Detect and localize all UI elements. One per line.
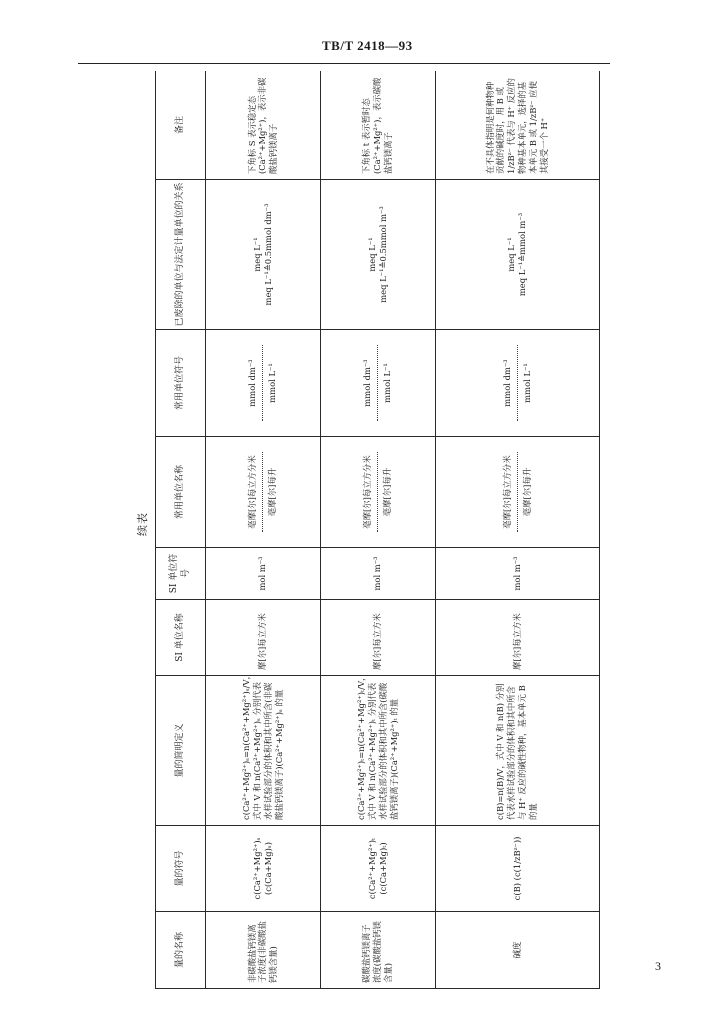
header-abolished-units: 已废除的单位与法定计量单位的关系: [156, 180, 206, 330]
table-caption: 续表: [136, 512, 149, 536]
header-definition: 量的简明定义: [156, 676, 206, 826]
cell-quantity-name: 碳酸盐钙镁离子浓度(碳酸盐钙镁含量): [320, 912, 435, 989]
cell-remark: 下角标 t 表示暂时态(Ca²⁺+Mg²⁺)，表示碳酸盐钙镁离子: [320, 71, 435, 180]
cell-si-unit-name: 摩[尔]每立方米: [320, 600, 435, 676]
dotted-separator: [262, 452, 263, 532]
common-unit-name-2: 毫摩[尔]每升: [382, 467, 393, 517]
abolished-unit-1: meq L⁻¹: [366, 237, 377, 272]
cell-common-unit-symbol: [435, 330, 599, 437]
cell-si-unit-name: 摩[尔]每立方米: [206, 600, 321, 676]
common-unit-symbol-2: mmol L⁻¹: [267, 363, 278, 403]
header-common-unit-name: 常用单位名称: [156, 437, 206, 548]
header-quantity-name: 量的名称: [156, 912, 206, 989]
abolished-unit-2: meq L⁻¹≙0.5mmol dm⁻³: [262, 203, 273, 306]
header-quantity-symbol: 量的符号: [156, 826, 206, 912]
common-unit-symbol-1: mmol dm⁻³: [362, 359, 373, 407]
header-si-unit-name: SI 单位名称: [156, 600, 206, 676]
page-number: 3: [655, 959, 661, 973]
cell-si-unit-symbol: mol m⁻³: [320, 548, 435, 600]
cell-definition: c(B)=n(B)/V，式中 V 和 n(B) 分别代表水样试验部分的体积和其中所含与 H⁺ 反应的碱性物种，基本单元 B 的量: [435, 676, 599, 826]
cell-remark: 下角标 S 表示稳定态(Ca²⁺+Mg²⁺)，表示非碳酸盐钙镁离子: [206, 71, 321, 180]
abolished-unit-1: meq L⁻¹: [251, 237, 262, 272]
common-unit-name-1: 毫摩[尔]每立方分米: [247, 455, 258, 529]
cell-common-unit-name: [320, 437, 435, 548]
cell-si-unit-symbol: mol m⁻³: [206, 548, 321, 600]
cell-common-unit-symbol: [320, 330, 435, 437]
table-row: [206, 71, 321, 989]
common-unit-symbol-1: mmol dm⁻³: [501, 359, 512, 407]
header-remark: 备注: [156, 71, 206, 180]
cell-si-unit-symbol: mol m⁻³: [435, 548, 599, 600]
cell-definition: c(Ca²⁺+Mg²⁺)ₛ=n(Ca²⁺+Mg²⁺)ₛ/V，式中 V 和 n(Ca²⁺+Mg²⁺)ₛ 分别代表水样试验部分的体积和其中所含(非碳酸盐钙镁离子)(Ca²⁺+Mg²⁺)ₛ 的量: [206, 676, 321, 826]
abolished-unit-1: meq L⁻¹: [506, 237, 517, 272]
table-row: [435, 71, 599, 989]
dotted-separator: [262, 345, 263, 421]
dotted-separator: [377, 345, 378, 421]
header-si-unit-symbol: SI 单位符号: [156, 548, 206, 600]
cell-quantity-symbol: c(Ca²⁺+Mg²⁺)ₜ (c(Ca+Mg)ₜ): [320, 826, 435, 912]
abolished-unit-2: meq L⁻¹≙0.5mmol m⁻³: [377, 206, 388, 303]
cell-abolished-units: [435, 180, 599, 330]
rotated-table-frame: [155, 71, 600, 989]
common-unit-name-1: 毫摩[尔]每立方分米: [362, 455, 373, 529]
document-code: TB/T 2418—93: [322, 38, 413, 53]
common-unit-symbol-2: mmol L⁻¹: [382, 363, 393, 403]
cell-quantity-name: 非碳酸盐钙镁离子浓度(非碳酸盐钙镁含量): [206, 912, 321, 989]
common-unit-symbol-1: mmol dm⁻³: [247, 359, 258, 407]
table-header-row: [156, 71, 206, 989]
cell-quantity-symbol: c(B) (c(1/zBᶻ⁻)): [435, 826, 599, 912]
dotted-separator: [517, 345, 518, 421]
header-rule: [78, 63, 610, 64]
cell-remark: 在不具体指明是何种物种贡献的碱度时，用 B 或 1/zBᶻ⁻ 代表与 H⁺ 反应的物种基本单元，选择的基本单元 B 或 1/zBᶻ⁻ 应使其接受一个 H⁺: [435, 71, 599, 180]
cell-common-unit-symbol: [206, 330, 321, 437]
cell-common-unit-name: [435, 437, 599, 548]
dotted-separator: [377, 452, 378, 532]
cell-si-unit-name: 摩[尔]每立方米: [435, 600, 599, 676]
common-unit-name-2: 毫摩[尔]每升: [521, 467, 532, 517]
cell-abolished-units: [320, 180, 435, 330]
table-row: [320, 71, 435, 989]
quantities-table: [155, 71, 600, 989]
abolished-unit-2: meq L⁻¹≙mmol m⁻³: [517, 212, 528, 297]
dotted-separator: [517, 452, 518, 532]
rotated-table-area: [155, 71, 600, 989]
common-unit-name-1: 毫摩[尔]每立方分米: [501, 455, 512, 529]
cell-quantity-symbol: c(Ca²⁺+Mg²⁺)ₛ (c(Ca+Mg)ₛ): [206, 826, 321, 912]
common-unit-name-2: 毫摩[尔]每升: [267, 467, 278, 517]
header-common-unit-symbol: 常用单位符号: [156, 330, 206, 437]
cell-abolished-units: [206, 180, 321, 330]
cell-definition: c(Ca²⁺+Mg²⁺)ₜ=n(Ca²⁺+Mg²⁺)ₜ/V，式中 V 和 n(Ca²⁺+Mg²⁺)ₜ 分别代表水样试验部分的体积和其中所含(碳酸盐钙镁离子)(Ca²⁺+Mg²⁺)ₜ 的量: [320, 676, 435, 826]
common-unit-symbol-2: mmol L⁻¹: [521, 363, 532, 403]
cell-common-unit-name: [206, 437, 321, 548]
cell-quantity-name: 碱度: [435, 912, 599, 989]
